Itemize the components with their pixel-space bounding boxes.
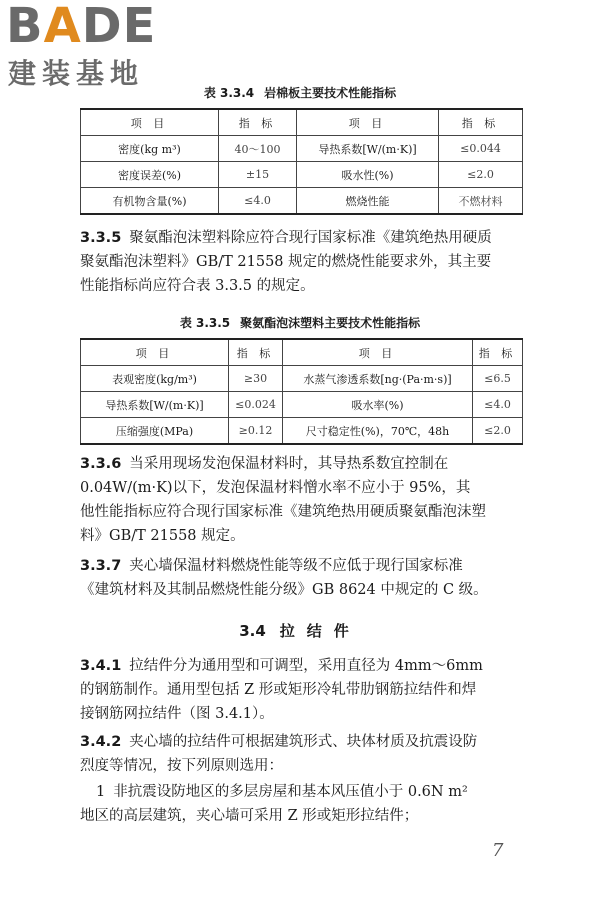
- table1-header-cell: 指 标: [219, 109, 297, 136]
- table2-header-cell: 项 目: [283, 339, 473, 366]
- paragraph-3-3-7: [80, 554, 520, 602]
- table-cell: ≥0.12: [229, 418, 283, 445]
- table-cell: ≥30: [229, 366, 283, 392]
- table1-caption: [0, 84, 600, 101]
- item-number: 1: [96, 784, 106, 800]
- table-row: [81, 188, 523, 215]
- logo-latin-text: BADE: [6, 0, 157, 54]
- table-row: [81, 162, 523, 188]
- clause-number: 3.3.7: [80, 558, 122, 574]
- table-cell: 压缩强度(MPa): [81, 418, 229, 445]
- table2-title: 聚氨酯泡沫塑料主要技术性能指标: [240, 316, 421, 330]
- brand-logo: [6, 0, 181, 90]
- table-cell: ±15: [219, 162, 297, 188]
- text-line: 烈度等情况，按下列原则选用：: [80, 758, 283, 774]
- section-number: 3.4: [239, 622, 266, 640]
- list-item-1: [80, 780, 520, 828]
- clause-number: 3.3.5: [80, 230, 122, 246]
- logo-chinese-text: 建装基地: [8, 57, 145, 90]
- table1-header-cell: 指 标: [439, 109, 523, 136]
- text-line: 0.04W/(m·K)以下，发泡保温材料憎水率不应小于 95%，其: [80, 480, 471, 496]
- table-cell: ≤2.0: [473, 418, 523, 445]
- text-line: 地区的高层建筑，夹心墙可采用 Z 形或矩形拉结件；: [80, 808, 419, 824]
- table-cell: ≤4.0: [473, 392, 523, 418]
- table-cell: 不燃材料: [439, 188, 523, 215]
- clause-number: 3.4.2: [80, 734, 122, 750]
- text-line: 聚氨酯泡沫塑料除应符合现行国家标准《建筑绝热用硬质: [129, 230, 492, 246]
- table-cell: 密度(kg m³): [81, 136, 219, 162]
- text-line: 的钢筋制作。通用型包括 Z 形或矩形冷轧带肋钢筋拉结件和焊: [80, 682, 477, 698]
- text-line: 非抗震设防地区的多层房屋和基本风压值小于 0.6N m²: [113, 784, 468, 800]
- table1-number: 表 3.3.4: [203, 86, 255, 100]
- table-cell: 导热系数[W/(m·K)]: [81, 392, 229, 418]
- paragraph-3-4-1: [80, 654, 520, 726]
- table-cell: ≤6.5: [473, 366, 523, 392]
- section-name: 拉结件: [279, 622, 361, 640]
- table1: [80, 108, 523, 215]
- section-heading: [0, 620, 600, 641]
- text-line: 料》GB/T 21558 规定。: [80, 528, 245, 544]
- table2-caption: [0, 314, 600, 331]
- paragraph-3-3-5: [80, 226, 520, 298]
- logo-accent-letter: A: [43, 0, 82, 54]
- table-cell: ≤0.044: [439, 136, 523, 162]
- text-line: 夹心墙的拉结件可根据建筑形式、块体材质及抗震设防: [129, 734, 478, 750]
- table-row: [81, 418, 523, 445]
- page-number: 7: [492, 840, 504, 861]
- text-line: 《建筑材料及其制品燃烧性能分级》GB 8624 中规定的 C 级。: [80, 582, 488, 598]
- table-cell: 40～100: [219, 136, 297, 162]
- clause-number: 3.3.6: [80, 456, 122, 472]
- table-cell: 密度误差(%): [81, 162, 219, 188]
- text-line: 夹心墙保温材料燃烧性能等级不应低于现行国家标准: [129, 558, 463, 574]
- text-line: 聚氨酯泡沫塑料》GB/T 21558 规定的燃烧性能要求外，其主要: [80, 254, 492, 270]
- table-cell: 导热系数[W/(m·K)]: [297, 136, 439, 162]
- table-cell: 表观密度(kg/m³): [81, 366, 229, 392]
- table2-header-cell: 项 目: [81, 339, 229, 366]
- table-cell: 吸水性(%): [297, 162, 439, 188]
- table-cell: 尺寸稳定性(%)，70℃，48h: [283, 418, 473, 445]
- table-cell: ≤2.0: [439, 162, 523, 188]
- table2-number: 表 3.3.5: [179, 316, 231, 330]
- table-row: [81, 392, 523, 418]
- text-line: 接钢筋网拉结件（图 3.4.1）。: [80, 706, 274, 722]
- text-line: 他性能指标应符合现行国家标准《建筑绝热用硬质聚氨酯泡沫塑: [80, 504, 486, 520]
- table2: [80, 338, 523, 445]
- table-row: [81, 366, 523, 392]
- table1-header-row: [81, 109, 523, 136]
- table1-title: 岩棉板主要技术性能指标: [264, 86, 397, 100]
- table-cell: 吸水率(%): [283, 392, 473, 418]
- table2-header-row: [81, 339, 523, 366]
- table2-header-cell: 指 标: [473, 339, 523, 366]
- table-cell: ≤4.0: [219, 188, 297, 215]
- table1-header-cell: 项 目: [297, 109, 439, 136]
- table-cell: 有机物含量(%): [81, 188, 219, 215]
- table2-header-cell: 指 标: [229, 339, 283, 366]
- clause-number: 3.4.1: [80, 658, 122, 674]
- text-line: 性能指标尚应符合表 3.3.5 的规定。: [80, 278, 315, 294]
- text-line: 当采用现场发泡保温材料时，其导热系数宜控制在: [129, 456, 449, 472]
- text-line: 拉结件分为通用型和可调型，采用直径为 4mm～6mm: [129, 658, 483, 674]
- paragraph-3-3-6: [80, 452, 520, 548]
- table1-header-cell: 项 目: [81, 109, 219, 136]
- table-cell: 水蒸气渗透系数[ng·(Pa·m·s)]: [283, 366, 473, 392]
- paragraph-3-4-2: [80, 730, 520, 778]
- table-cell: ≤0.024: [229, 392, 283, 418]
- table-cell: 燃烧性能: [297, 188, 439, 215]
- table-row: [81, 136, 523, 162]
